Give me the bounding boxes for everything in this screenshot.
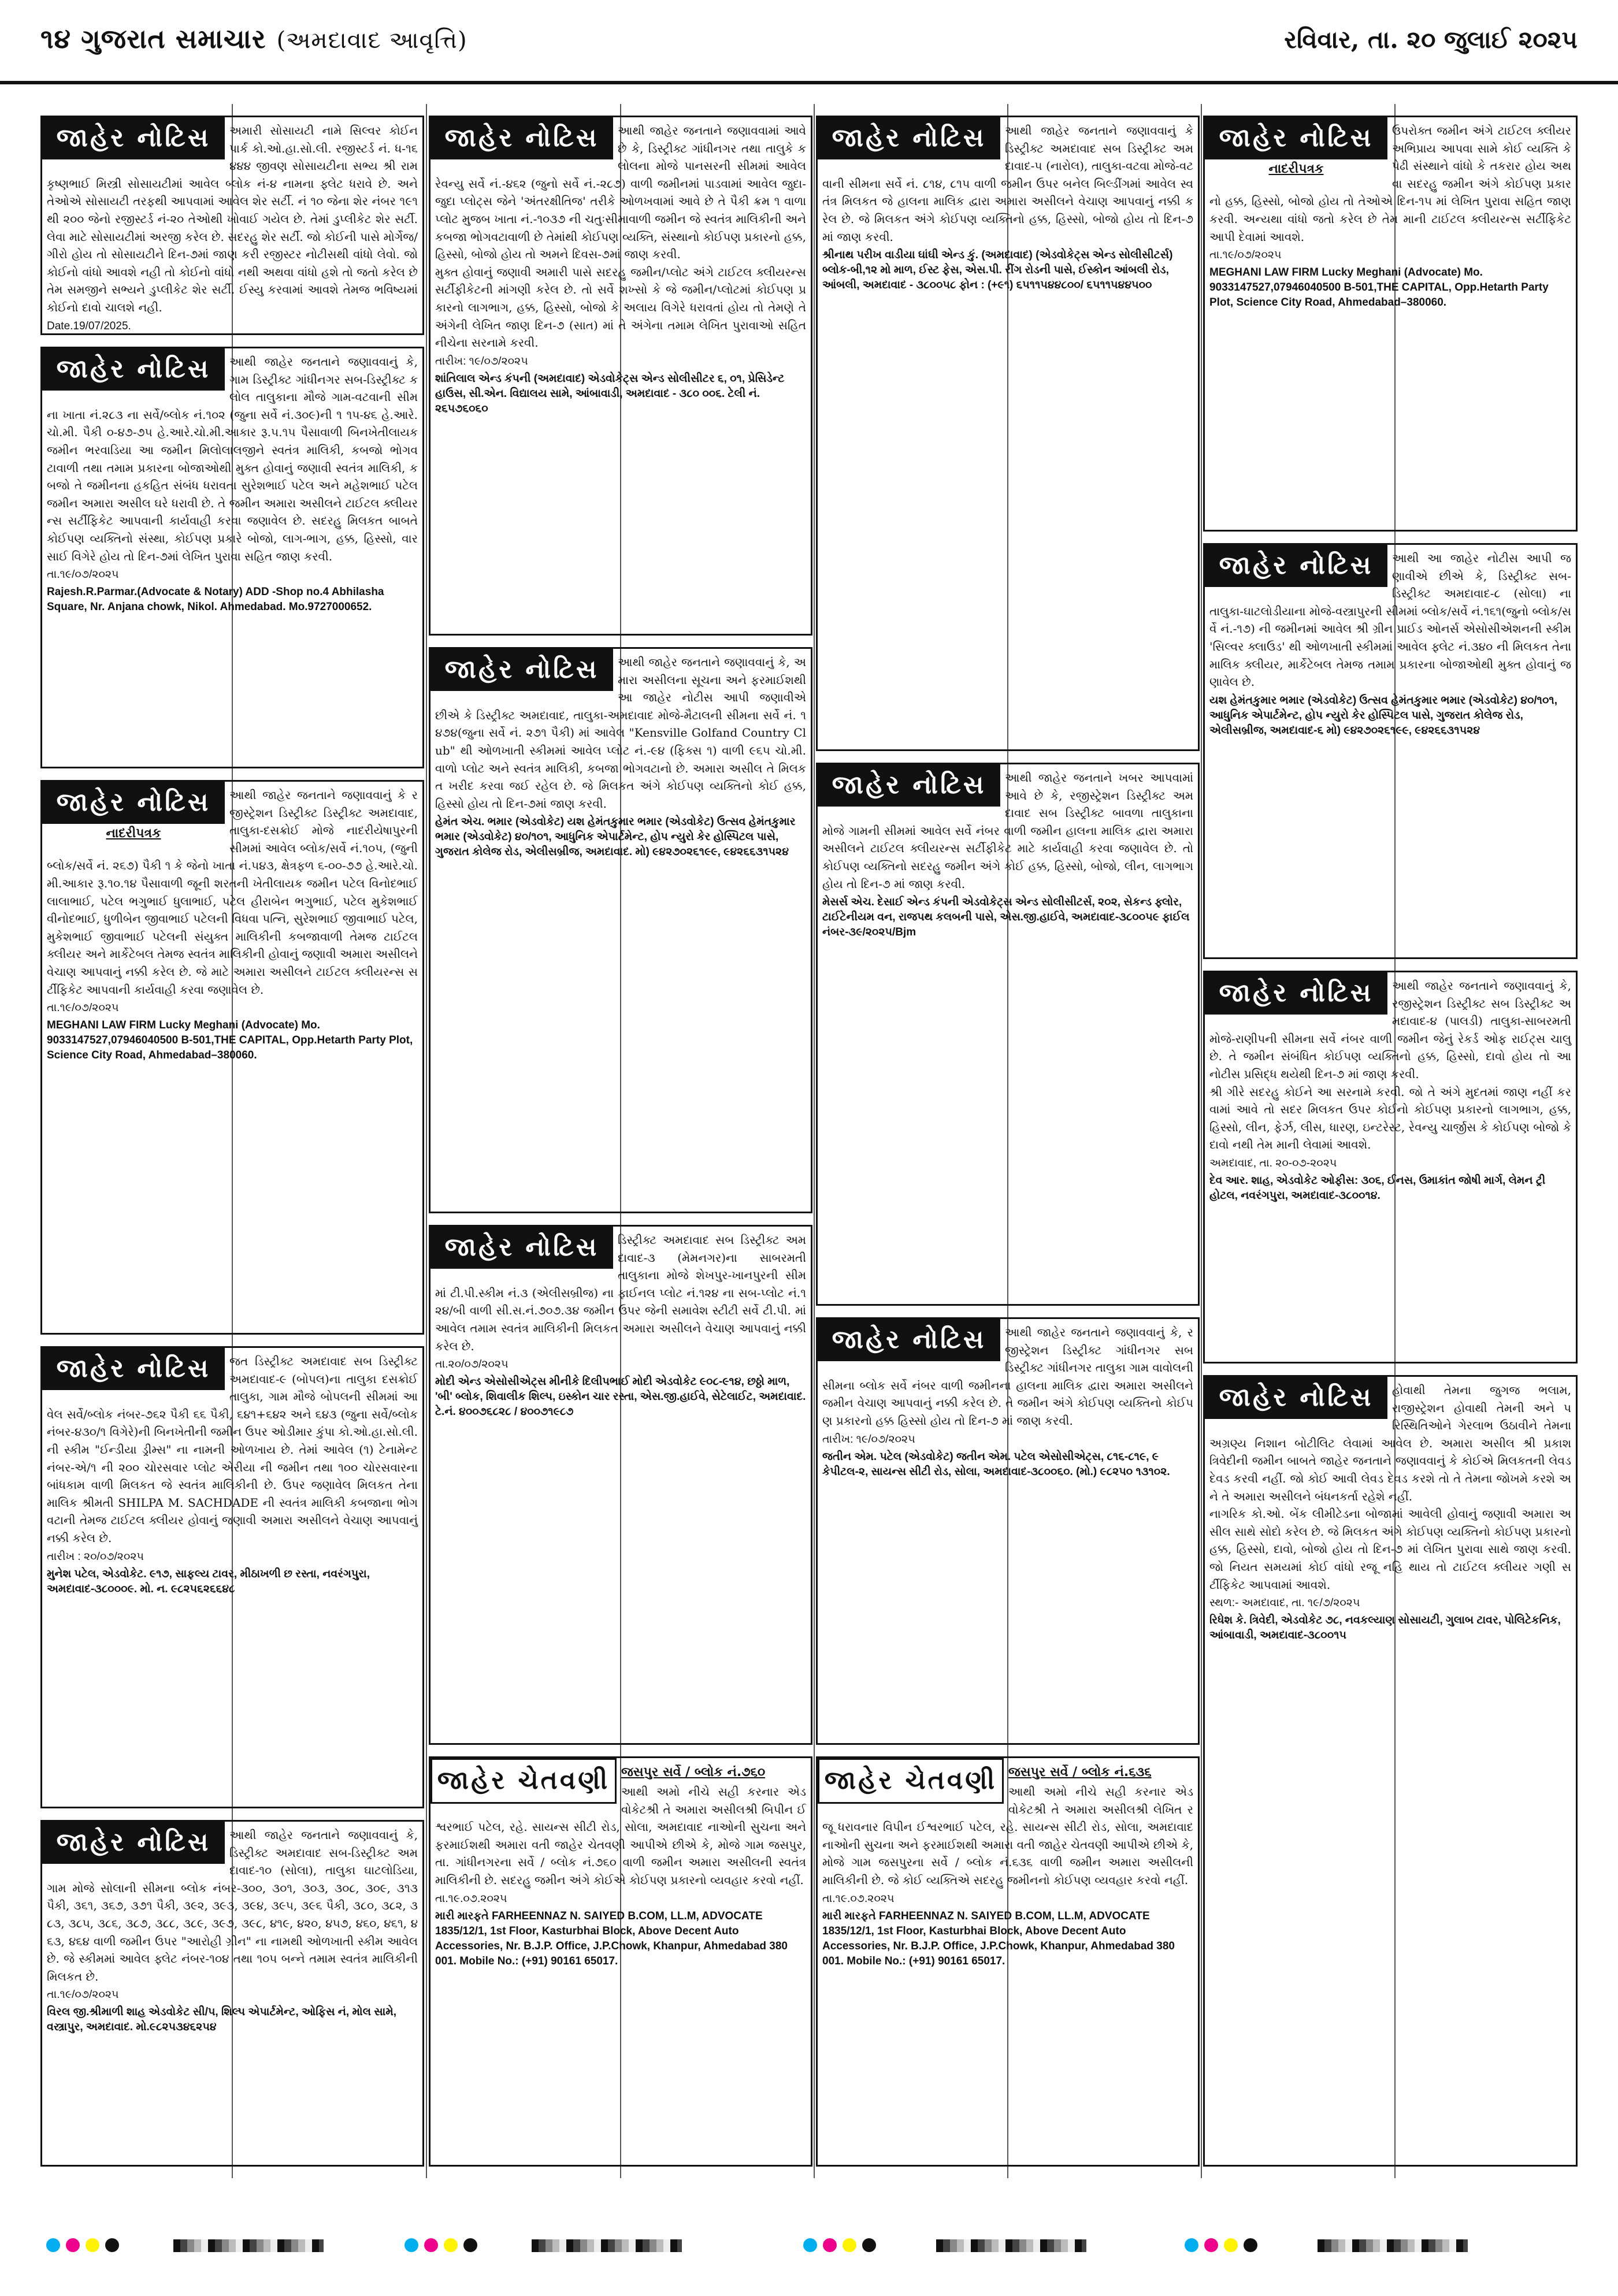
notice-subheading: નાદરીપત્રક [106, 826, 161, 841]
magenta-dot [66, 2238, 80, 2252]
notice-signature: મોદી એન્ડ એસોસીએટ્સ મીનીકે દિલીપભાઈ મોદી એડવોકેટ ૯૦૮-૯૧૪, છઠ્ઠો માળ, 'બી' બ્લોક, શિવાલીક શિલ્પ, ઇસ્કોન ચાર રસ્તા, એસ.જી.હાઈવે, સેટેલાઈટ, અમદાવાદ. ટે.નં. ૪૦૦૭૬૮૨૮ / ૪૦૦૭૧૯૮૭ [435, 1376, 806, 1418]
notice-body: જત ડિસ્ટ્રીક્ટ અમદાવાદ સબ ડિસ્ટ્રીક્ટ અમદાવાદ-૯ (બોપલ)ના તાલુકા દસક્રોઈ તાલુકા, ગામ મૌજે બોપલની સીમમાં આવેલ સર્વે/બ્લોક નંબર-૭૬૨ પૈકી ૬૬ પૈકી, ૬૪૧+૬૪૨ અને ૬૪૩ (જુના સર્વે/બ્લોક નંબર-૪૩૦/૧ વિગેરે)ની બિનખેતીની જમીન ઉપર ઓડીમાર કુંપા કો.ઓ.હા.સો.લી. ની સ્કીમ "ઈન્ડીયા ડ્રીમ્સ" ના નામની ઓળખાય છે. તેમાં આવેલ (૧) ટેનામેન્ટ નંબર-એ/૧ ની ૨૦૦ ચોરસવાર પ્લોટ એરીયા ની જમીન તથા ૧૦૦ ચોરસવારના બાંધકામ વાળી મિલકત જે સ્વતંત્ર માલિકીની છે. ઉપર જણાવેલ મિલકત તેના માલિક શ્રીમતી SHILPA M. SACHDADE ની સ્વતંત્ર માલિકી કબજાના ભોગવટાની તેમજ ટાઈટલ ક્લીયર હોવાનું જણાવી અમારા અસીલને વેચાણ આપવાનું નક્કી કરેલ છે. [47, 1354, 418, 1545]
black-dot [463, 2238, 477, 2252]
warning-subheading: જસપુર સર્વે / બ્લોક નં.૬૩૬ [1008, 1765, 1152, 1779]
public-notice [40, 1820, 424, 2167]
warning-body: આથી અમો નીચે સહી કરનાર એડવોકેટશ્રી તે અમારા અસીલશ્રી બિપીન ઈશ્વરભાઈ પટેલ, રહે. સાયન્સ સીટી રોડ, સોલા, અમદાવાદ નાઓની સુચના અને ફરમાઈશથી અમારા વતી જાહેર ચેતવણી આપીએ છીએ કે, મોજે ગામ જસપુર, તા. ગાંધીનગરના સર્વે / બ્લોક નં.૭૬૦ વાળી જમીન અમારા અસીલની સ્વતંત્ર માલિકીની છે. સદરહુ જમીન અંગે કોઈએ કોઈપણ પ્રકારનો વ્યવહાર કરવો નહીં. [435, 1785, 806, 1887]
public-notice [429, 116, 812, 636]
notice-heading: જાહેર નોટિસ [1205, 545, 1387, 587]
notice-signature: MEGHANI LAW FIRM Lucky Meghani (Advocate) Mo. 9033147527,07946040500 B-501,THE CAPITAL, Opp.Hetarth Party Plot, Science City Road, Ahmedabad–380060. [47, 1019, 413, 1062]
notice-body: આથી જાહેર જનતાને જણાવવાનું કે, ગામ ડિસ્ટ્રીક્ટ ગાંધીનગર સબ-ડિસ્ટ્રીક્ટ કલોલ તાલુકાના મૌજે ગામ-વટવાની સીમના ખાતા નં.૨૮૩ ના સર્વે/બ્લોક નં.૧૦૨ (જુના સર્વે નં.૩૦૯)ની ૧ ૧૫-૪૬ હે.આરે.ચો.મી. પૈકી ૦-૪૭-૭૫ હે.આરે.ચો.મી.આકાર રૂ.૫.૧૫ પૈસાવાળી બિનખેતીલાયક જમીન ભરવાડિયા આ જમીન મિલોલાલજીને સ્વતંત્ર માલિકી, કબજો ભોગવટાવાળી તથા તમામ પ્રકારના બોજાઓથી મુક્ત હોવાનું જણાવી સ્વતંત્ર માલિકી, કબજો તે જમીનના હકહિત સંબંધ ધરાવતા સુરેશભાઈ પટેલ અને મહેશભાઈ પટેલ જમીન અમારા અસીલ ઘરે ધરાવી છે. તે જમીન અમારા અસીલને ટાઈટલ ક્લીયરન્સ સર્ટીફિકેટ આપવાની કાર્યવાહી કરવા જણાવેલ છે. સદરહુ મિલકત બાબતે કોઈપણ વ્યક્તિનો સંસ્થા, કોઈપણ પ્રકારે બોજો, લાગ-ભાગ, હક્ક, હિસ્સો, વારસાઈ વિગેરે હોય તો દિન-૭માં લેખિત પુરાવા સહિત જાણ કરવી. [47, 355, 418, 563]
public-notice [429, 647, 812, 1213]
warning-subheading: જસપુર સર્વે / બ્લોક નં.૭૬૦ [621, 1765, 766, 1779]
notice-heading: જાહેર નોટિસ [431, 117, 613, 159]
notice-heading: જાહેર નોટિસ [42, 1348, 225, 1390]
public-notice [816, 1317, 1200, 1745]
notice-signature: MEGHANI LAW FIRM Lucky Meghani (Advocate) Mo. 9033147527,07946040500 B-501,THE CAPITAL, Opp.Hetarth Party Plot, Science City Road, Ahmedabad–380060. [1209, 266, 1549, 309]
gray-scale-bar [173, 2239, 324, 2252]
notice-date: અમદાવાદ, તા. ૨૦-૦૭-૨૦૨૫ [1209, 1157, 1337, 1169]
warning-date: તા.૧૯.૦૭.૨૦૨૫ [822, 1892, 895, 1905]
public-notice [40, 1346, 424, 1808]
column-rule [426, 104, 427, 2178]
notice-heading: જાહેર નોટિસ [1205, 1377, 1387, 1419]
edition-label: (અમદાવાદ આવૃત્તિ) [276, 27, 467, 54]
notice-date: તા.૧૯/૦૭/૨૦૨૫ [1209, 249, 1282, 262]
notice-signature: મુનેશ પટેલ, એડવોકેટ. ૯૧૭, સાફલ્ય ટાવર, મીઠાખળી છ રસ્તા, નવરંગપુરા, અમદાવાદ-૩૮૦૦૦૯. મો. ન. ૯૮૨૫૬૨૬૬૪૮ [47, 1567, 370, 1595]
column-rule [814, 104, 815, 2178]
public-warning [429, 1756, 812, 2167]
public-notice [816, 763, 1200, 1306]
notice-heading: જાહેર નોટિસ [818, 117, 1000, 159]
notice-heading: જાહેર નોટિસ [42, 1822, 225, 1864]
notice-body-continued: શ્રી ગીરે સદરહુ કોઈને આ સરનામે કરવી. જો તે અંગે મુદતમાં જાણ નહીં કરવામાં આવે તો સદર મિલકત ઉપર કોઈનો કોઈપણ પ્રકારનો લાગભાગ, હક્ક, હિસ્સો, લીન, ફેર્ઝ, લીસ, ધારણ, ઇન્ટરેસ્ટ, રેવન્યુ ચાર્જીસ કે કોઈપણ બોજો કે દાવો નથી તેમ માની લેવામાં આવશે. [1209, 1084, 1571, 1152]
page-title: ૧૪ ગુજરાત સમાચાર [40, 23, 266, 54]
gray-scale-bar [936, 2239, 1086, 2252]
print-registration-footer [0, 2230, 1618, 2296]
notice-date: તા.૧૯/૦૭/૨૦૨૫ [47, 569, 119, 581]
notice-heading: જાહેર નોટિસ [42, 782, 225, 824]
notice-subheading: નાદરીપત્રક [1268, 162, 1324, 176]
color-registration-dots [1185, 2238, 1257, 2252]
public-notice [1203, 971, 1578, 1364]
black-dot [105, 2238, 119, 2252]
warning-heading: જાહેર ચેતવણી [431, 1758, 617, 1804]
black-dot [1244, 2238, 1257, 2252]
public-notice [816, 116, 1200, 751]
notice-signature: દેવ આર. શાહ, એડવોકેટ ઓફીસ: ૩૦૬, ઈનસ, ઉમાકાંત જોષી માર્ગ, લેમન ટ્રી હોટલ, નવરંગપુરા, અમદાવાદ-૩૮૦૦૧૪. [1209, 1174, 1546, 1202]
gray-scale-bar [532, 2239, 682, 2252]
issue-date: રવિવાર, તા. ૨૦ જુલાઈ ૨૦૨૫ [1284, 25, 1578, 54]
notice-body: આથી જાહેર જનતાને જણાવવાનું કે, ડિસ્ટ્રીક્ટ અમદાવાદ સબ-ડિસ્ટ્રીક્ટ અમદાવાદ-૧૦ (સોલા), તાલુકા ઘાટલોડિયા, ગામ મોજે સોલાની સીમના બ્લોક નંબર-૩૦૦, ૩૦૧, ૩૦૩, ૩૦૮, ૩૦૯, ૩૧૩ પૈકી, ૩૬૧, ૩૬૭, ૩૭૧ પૈકી, ૩૯૨, ૩૯૩, ૩૯૪, ૩૯૫, ૩૯૬ પૈકી, ૩૮૦, ૩૮૨, ૩૮૩, ૩૮૫, ૩૮૬, ૩૮૭, ૩૮૮, ૩૮૯, ૩૯૭, ૩૯૮, ૪૧૯, ૪૨૦, ૪૫૭, ૪૬૦, ૪૬૧, ૪૬૩, ૪૬૪ વાળી જમીન ઉપર "આરોહી ગ્રીન" ના નામથી ઓળખાતી સ્કીમ આવેલ છે. જે સ્કીમમાં આવેલ ફ્લેટ નંબર-૧૦૪ તથા ૧૦૫ બન્ને તમામ સ્વતંત્ર માલિકીની મિલકત છે. [47, 1828, 418, 1983]
public-notice [1203, 543, 1578, 959]
warning-heading: જાહેર ચેતવણી [818, 1758, 1004, 1804]
cyan-dot [46, 2238, 60, 2252]
warning-signature: મારી મારફતે FARHEENNAZ N. SAIYED B.COM, LL.M, ADVOCATE 1835/12/1, 1st Floor, Kasturbhai Block, Above Decent Auto Accessories, Nr. B.J.P. Office, J.P.Chowk, Khanpur, Ahmedabad 380 001. Mobile No.: (+91) 90161 65017. [435, 1909, 788, 1967]
black-dot [862, 2238, 876, 2252]
notice-signature: શ્રીનાથ પરીખ વાડીયા ઘાંઘી એન્ડ કું. (અમદાવાદ) (એડવોકેટ્સ એન્ડ સોલીસીટર્સ) બ્લોક-બી,૧૨ મો માળ, ઈસ્ટ ફેસ, એસ.પી. રીંગ રોડની પાસે, ઈસ્કોન આંબલી રોડ, આંબલી, અમદાવાદ - ૩૮૦૦૫૮ ફોન : (+૯૧) ૬૫૧૧૫૪૪૮૦૦/ ૬૫૧૧૫૪૪૫૦૦ [822, 249, 1173, 292]
notice-signature: શાંતિલાલ એન્ડ કંપની (અમદાવાદ) એડવોકેટ્સ એન્ડ સોલીસીટર ૬, ૦૧, પ્રેસિડેન્ટ હાઉસ, સી.એન. વિદ્યાલય સામે, આંબાવાડી, અમદાવાદ - ૩૮૦ ૦૦૬. ટેલી નં. ૨૬૫૭૬૦૬૦ [435, 372, 785, 415]
notice-signature: Rajesh.R.Parmar.(Advocate & Notary) ADD -Shop no.4 Abhilasha Square, Nr. Anjana chowk, Nikol. Ahmedabad. Mo.9727000652. [47, 586, 384, 614]
notice-date: તા.૧૯/૦૭/૨૦૨૫ [47, 1002, 119, 1015]
notice-heading: જાહેર નોટિસ [1205, 117, 1387, 159]
yellow-dot [843, 2238, 856, 2252]
cyan-dot [1185, 2238, 1198, 2252]
notice-signature: જતીન એમ. પટેલ (એડવોકેટ) જતીન એમ. પટેલ એસોસીએટ્સ, ૮૧૬-૮૧૯, ૯ કેપીટલ-૨, સાયન્સ સીટી રોડ, સોલા, અમદાવાદ-૩૮૦૦૬૦. (મો.) ૯૮૨૫૦ ૧૩૧૦૨. [822, 1450, 1170, 1478]
notice-signature: હેમંત એચ. ભમાર (એડવોકેટ) યશ હેમંતકુમાર ભમાર (એડવોકેટ) ઉત્સવ હેમંતકુમાર ભમાર (એડવોકેટ) ૪૦/૧૦૧, આધુનિક એપાર્ટમેન્ટ, હોપ ન્યુરો કેર હોસ્પિટલ પાસે, ગુજરાત કોલેજ રોડ, એલીસબ્રીજ, અમદાવાદ. મો) ૯૪૨૭૦૨૬૧૯૯, ૯૪૨૬૬૩૧૫૨૪ [435, 816, 796, 859]
notice-body: આથી જાહેર જનતાને જણાવવાનું કે રજીસ્ટ્રેશન ડિસ્ટ્રીક્ટ ડિસ્ટ્રીક્ટ અમદાવાદ, તાલુકા-દસક્રોઈ મોજે નાદરીયેષાપુરની સીમમાં આવેલ બ્લોક/સર્વે નં.૧૦૫, (જુની બ્લોક/સર્વે નં. ૨૬૭) પૈકી ૧ કે જેનો ખાતા નં.૫૪૩, ક્ષેત્રફળ ૬-૦૦-૭૭ હે.આરે.ચો.મી.આકાર રૂ.૧૦.૧૪ પૈસાવાળી જૂની શરતની ખેતીલાયક જમીન પટેલ વિનોદભાઈ લાલાભાઈ, પટેલ ભગુભાઈ ધુલાભાઈ, પટેલ હીરાબેન ભગુભાઈ, પટેલ મુકેશભાઈ વીનોદભાઈ, ધુળીબેન જીવાભાઈ પટેલની વિધવા પત્નિ, સુરેશભાઈ જીવાભાઈ પટેલ, મુકેશભાઈ જીવાભાઈ પટેલની સંયુક્ત માલિકીની કબજાવાળી તેમજ ટાઈટલ ક્લીયર અને માર્કેટેબલ તેમજ સ્વતંત્ર માલિકીની હોવાનું જણાવી અમારા અસીલને વેચાણ આપવાનું નક્કી કરેલ છે. જે માટે અમારા અસીલને ટાઈટલ ક્લીયરન્સ સર્ટીફિકેટ આપવાની કાર્યવાહી કરવા જણાવેલ છે. [47, 788, 418, 997]
notice-signature: રિધેશ કે. ત્રિવેદી, એડવોકેટ ૭૮, નવકલ્યાણ સોસાયટી, ગુલાબ ટાવર, પોલિટેકનિક, આંબાવાડી, અમદાવાદ-૩૮૦૦૧૫ [1209, 1614, 1561, 1642]
public-notice [40, 780, 424, 1335]
notice-heading: જાહેર નોટિસ [431, 649, 613, 691]
notice-body: આથી જાહેર જનતાને જણાવવામાં આવે છે કે, ડિસ્ટ્રીક્ટ ગાંધીનગર તથા તાલુકે કલોલના મોજે પાનસરની સીમમાં આવેલ રેવન્યુ સર્વે નં.-૪૬૨ (જુનો સર્વે નં.-૨૮૭) વાળી જમીનમાં પાડવામાં આવેલ જુદા-જુદા પ્લોટ્સ જેને 'અંતરક્ષીતિજ' તરીકે ઓળખવામાં આવે છે તે પૈકી ક્રમ ૧ વાળા પ્લોટ મુજબ ખાતા નં.-૧૦૩૭ ની ચતુઃસીમાવાળી જમીન જે સ્વતંત્ર માલિકીની અને કબજા ભોગવટાવાળી છે તેમાંથી કોઈપણ વ્યક્તિ, સંસ્થાનો કોઈપણ પ્રકારનો હક્ક, હિસ્સો, બોજો હોય તો અમને દિવસ-૭માં જાણ કરવી. [435, 124, 806, 262]
notice-body: આથી જાહેર જનતાને ખબર આપવામાં આવે છે કે, રજીસ્ટ્રેશન ડિસ્ટ્રીક્ટ અમદાવાદ સબ ડિસ્ટ્રીક્ટ બાવળા તાલુકાના મોજે ગામની સીમમાં આવેલ સર્વે નંબર વાળી જમીન હાલના માલિક દ્વારા અમારા અસીલને ટાઈટલ ક્લીયરન્સ સર્ટીફીકેટ માટે કાર્યવાહી કરવા જણાવેલ છે. તો કોઈપણ વ્યક્તિનો સદરહુ જમીન અંગે કોઈ હક્ક, હિસ્સો, બોજો, લીન, લાગભાગ હોય તો દિન-૭ માં જાણ કરવી. [822, 771, 1193, 891]
notice-date: તા.૨૦/૦૭/૨૦૨૫ [435, 1358, 509, 1371]
notice-date: તા.૧૯/૦૭/૨૦૨૫ [47, 1989, 119, 2001]
color-registration-dots [404, 2238, 477, 2252]
notice-body-continued: મુક્ત હોવાનું જણાવી અમારી પાસે સદરહુ જમીન/પ્લોટ અંગે ટાઈટલ ક્લીયરન્સ સર્ટીફીકેટની માંગણી કરેલ છે. તો સર્વે શખ્સો કે જે જમીન/પ્લોટમાં કોઈપણ પ્રકારનો લાગભાગ, હક્ક, હિસ્સો, બોજો કે અલાય વિગેરે ધરાવતાં હોય તો તેમણે તે અંગેની લેખિત જાણ દિન-૭ (સાત) માં તે અંગેના તમામ લેખિત પુરાવાઓ સહિત નીચેના સરનામે કરવી. [435, 265, 806, 350]
notice-signature: વિરલ જી.શ્રીમાળી શાહ એડવોકેટ સી/૫, શિલ્પ એપાર્ટમેન્ટ, ઓફિસ નં, મોલ સામે, વસ્ત્રાપુર, અમદાવાદ. મો.૯૮૨૫૩૪૬૨૫૪ [47, 2006, 397, 2034]
magenta-dot [823, 2238, 837, 2252]
notice-heading: જાહેર નોટિસ [42, 348, 225, 391]
notice-date: Date.19/07/2025. [47, 319, 131, 332]
cyan-dot [803, 2238, 817, 2252]
notice-body: આથી જાહેર જનતાને જણાવવાનું કે ડિસ્ટ્રીક્ટ અમદાવાદ સબ ડિસ્ટ્રીક્ટ અમદાવાદ-૫ (નારોલ), તાલુકા-વટવા મોજે-વટવાની સીમના સર્વે નં. ૮૧૪, ૮૧૫ વાળી જમીન ઉપર બનેલ બિલ્ડીંગમાં આવેલ સ્વતંત્ર મિલકત જે હાલના માલિક દ્વારા અમારા અસીલને વેચાણ આપવાનું નક્કી કરેલ છે. જે મિલકત અંગે કોઈપણ વ્યક્તિનો હક્ક, હિસ્સો, બોજો હોય તો દિન-૭ માં જાણ કરવી. [822, 124, 1193, 244]
yellow-dot [444, 2238, 458, 2252]
page-header [0, 0, 1618, 84]
notice-body: આથી જાહેર જનતાને જણાવવાનું કે, રજીસ્ટ્રેશન ડિસ્ટ્રીક્ટ સબ ડિસ્ટ્રીક્ટ અમદાવાદ-૪ (પાલડી) તાલુકા-સાબરમતી મોજે-રાણીપની સીમના સર્વે નંબર વાળી જમીન જેનું રેકર્ડ ઓફ રાઈટ્સ ચાલુ છે. તે જમીન સંબંધિત કોઈપણ વ્યક્તિનો હક્ક, હિસ્સો, દાવો હોય તો આ નોટીસ પ્રસિદ્ધ થયેથી દિન-૭ માં જાણ કરવી. [1209, 979, 1571, 1081]
notice-body-continued: નાગરિક કો.ઓ. બેંક લીમીટેડના બોજામાં આવેલી હોવાનું જણાવી અમારા અસીલ સાથે સોદો કરેલ છે. જે મિલકત અંગે કોઈપણ વ્યક્તિનો કોઈપણ પ્રકારનો હક્ક, હિસ્સો, દાવો, બોજો હોય તો દિન-૭ માં લેખિત પુરાવા સાથે જાણ કરવી. જો નિયત સમયમાં કોઈ વાંધો રજૂ નહિ થાય તો ટાઈટલ ક્લીયર ગણી સર્ટીફિકેટ આપવામાં આવશે. [1209, 1507, 1571, 1592]
notice-heading: જાહેર નોટિસ [42, 117, 225, 159]
color-registration-dots [46, 2238, 119, 2252]
notice-date: સ્થળ:- અમદાવાદ, તા. ૧૯/૭/૨૦૨૫ [1209, 1597, 1360, 1610]
notice-body: અમારી સોસાયટી નામે સિલ્વર કોઈન પાર્ક કો.ઓ.હા.સો.લી. રજીસ્ટર્ડ નં. ધ-૧૬૪૪૪ જીવણ સોસાયટીના સભ્ય શ્રી રામકૃષ્ણભાઈ મિસ્ત્રી સોસાયટીમાં આવેલ બ્લોક નં-૪ નામના ફ્લેટ ધરાવે છે. અને તેઓએ સોસાયટી તરફથી આપવામાં આવેલ શેર સર્ટી. નં ૧૦ જેના શેર નંબર ૧૯૧ થી ૨૦૦ જેનો રજીસ્ટર્ડ નં-૨૦ તેઓથી ખોવાઈ ગયેલ છે. તેમાં ડુપ્લીકેટ શેર સર્ટી. લેવા માટે સોસાયટીમાં અરજી કરેલ છે. સદરહુ શેર સર્ટી. જો કોઈની પાસે મોર્ગેજ/ગીરો હોય તો સોસાયટીને દિન-૭માં જાણ કરી રજીસ્ટર નોટીસથી વાંધો લેવો. જો કોઈનો વાંધો આવશે નહી તો કોઈનો વાંધો નથી અથવા વાંધો હશે તો જતો કરેલ છે તેમ સમજીને સભ્યને ડુપ્લીકેટ શેર સર્ટી. ઈસ્યુ કરવામાં આવશે તેમજ ભવિષ્યમાં કોઈનો દાવો ચાલશે નહી. [47, 124, 418, 314]
public-notice [40, 116, 424, 335]
notice-heading-group [1205, 117, 1387, 180]
notice-heading: જાહેર નોટિસ [431, 1227, 613, 1269]
notice-body: ડિસ્ટ્રીક્ટ અમદાવાદ સબ ડિસ્ટ્રીક્ટ અમદાવાદ-૩ (મેમનગર)ના સાબરમતી તાલુકાના મોજે શેખપુર-ખાનપુરની સીમમાં ટી.પી.સ્કીમ નં.૩ (એલીસબ્રીજ) ના ફાઈનલ પ્લોટ નં.૧૨૪ ના સબ-પ્લોટ નં.૧૨૪/બી વાળી સી.સ.નં.૭૦૭.૩૪ જમીન ઉપર જેની સમાવેશ સ્ટીટી સર્વે ટી.પી. માં આવેલ તમામ સ્વતંત્ર માલિકીની મિલકત અમારા અસીલને વેચાણ આપવાનું નક્કી કરેલ છે. [435, 1233, 806, 1353]
notice-date: તારીખ: ૧૯/૦૭/૨૦૨૫ [822, 1433, 915, 1446]
gray-scale-bar [1318, 2239, 1468, 2252]
notice-heading: જાહેર નોટિસ [818, 764, 1000, 807]
public-notice [429, 1225, 812, 1745]
notice-heading: જાહેર નોટિસ [1205, 972, 1387, 1015]
notice-body: આથી જાહેર જનતાને જણાવવાનું કે, રજીસ્ટ્રેશન ડિસ્ટ્રીક્ટ ગાંધીનગર સબ ડિસ્ટ્રીક્ટ ગાંધીનગર તાલુકા ગામ વાવોલની સીમના બ્લોક સર્વે નંબર વાળી જમીનના હાલના માલિક દ્વારા અમારા અસીલને જમીન વેચાણ આપવાનું નક્કી કરેલ છે. તે જમીન અંગે કોઈપણ વ્યક્તિનો કોઈપણ પ્રકારનો હક્ક હિસ્સો હોય તો દિન-૭ માં જાણ કરવી. [822, 1325, 1193, 1428]
warning-signature: મારી મારફતે FARHEENNAZ N. SAIYED B.COM, LL.M, ADVOCATE 1835/12/1, 1st Floor, Kasturbhai Block, Above Decent Auto Accessories, Nr. B.J.P. Office, J.P.Chowk, Khanpur, Ahmedabad 380 001. Mobile No.: (+91) 90161 65017. [822, 1909, 1175, 1967]
public-notice [1203, 116, 1578, 532]
magenta-dot [1204, 2238, 1218, 2252]
newspaper-title [40, 23, 467, 55]
column-rule [1201, 104, 1202, 2178]
notice-signature: યશ હેમંતકુમાર ભમાર (એડવોકેટ) ઉત્સવ હેમંતકુમાર ભમાર (એડવોકેટ) ૪૦/૧૦૧, આધુનિક એપાર્ટમેન્ટ, હોપ ન્યુરો કેર હોસ્પિટલ પાસે, ગુજરાત કોલેજ રોડ, એલીસબ્રીજ, અમદાવાદ-૬ મો) ૯૪૨૭૦૨૬૧૯૯, ૯૪૨૬૬૩૧૫૨૪ [1209, 694, 1558, 737]
notice-heading-group [42, 782, 225, 844]
yellow-dot [86, 2238, 99, 2252]
public-warning [816, 1756, 1200, 2167]
public-notice [1203, 1375, 1578, 2167]
notice-body: આથી જાહેર જનતાને જણાવવાનું કે, અમારા અસીલના સૂચના અને ફરમાઈશથી આ જાહેર નોટીસ આપી જણાવીએ છીએ કે ડિસ્ટ્રીક્ટ અમદાવાદ, તાલુકા-અમદાવાદ મોજે-મૈટાલની સીમના સર્વે નં. ૧૪૭૪(જુના સર્વે નં. ૨૭૧ પૈકી) માં આવેલ "Kensville Golfand Country Club" થી ઓળખાતી સ્કીમમાં આવેલ પ્લોટ નં.-૯૪ (ફિક્સ ૧) વાળી ૯૬૫ ચો.મી. વાળો પ્લોટ અને સ્વતંત્ર માલિકી, કબજા ભોગવટાનો છે. અમારા અસીલ તે મિલકત ખરીદ કરવા જઈ રહેલ છે. જે મિલકત અંગે કોઈપણ વ્યક્તિનો કોઈ હક્ક, હિસ્સો હોય તો દિન-૭માં જાણ કરવી. [435, 655, 806, 811]
notice-date: તારીખ: ૧૯/૦૭/૨૦૨૫ [435, 355, 528, 367]
notice-heading: જાહેર નોટિસ [818, 1319, 1000, 1361]
cyan-dot [404, 2238, 418, 2252]
notice-body: આથી આ જાહેર નોટીસ આપી જણાવીએ છીએ કે, ડિસ્ટ્રીક્ટ સબ-ડિસ્ટ્રીક્ટ અમદાવાદ-૮ (સોલા) ના તાલુકા-ઘાટલોડીયાના મોજે-વસ્ત્રાપુરની સીમમાં બ્લોક/સર્વે નં.૧૬૧(જુનો બ્લોક/સર્વે નં.-૧૭) ની જમીનમાં આવેલ શ્રી ગ્રીન પ્રાઈડ ઓનર્સ એસોસીએશનની સ્કીમ 'સિલ્વર ક્લાઉડ' થી ઓળખાતી સ્કીમમાં આવેલ ફ્લેટ નં.૩૪૦ ની મિલકત તેના માલિક ક્લીયર, માર્કેટેબલ તેમજ તમામ પ્રકારના બોજાઓથી મુક્ત હોવાનું જણાવેલ છે. [1209, 551, 1571, 689]
warning-date: તા.૧૯.૦૭.૨૦૨૫ [435, 1892, 507, 1905]
notice-signature: મેસર્સ એચ. દેસાઈ એન્ડ કંપની એડવોકેટ્સ એન્ડ સોલીસીટર્સ, ૨૦૨, સેકન્ડ ફ્લોર, ટાઈટેનીયમ વન, રાજપથ કલબની પાસે, એસ.જી.હાઈવે, અમદાવાદ-૩૮૦૦૫૯ ફાઈલ નંબર-૩૯/૨૦૨૫/Bjm [822, 896, 1190, 939]
public-notice [40, 347, 424, 768]
notice-date: તારીખ : ૨૦/૦૭/૨૦૨૫ [47, 1550, 144, 1563]
notice-body: હોવાથી તેમના જુગજ ભલામ, રાજીસ્ટ્રેશન હોવાથી તેમની અને પરિસ્થિતિઓને ગેરલાભ ઉઠાવીને તેમના અગ્રણ્ય નિશાન બોટીલિટ લેવામાં આવેલ છે. અમારા અસીલ શ્રી પ્રકાશ ત્રિવેદીની જમીન બાબતે જાહેર જનતાને જણાવવાનું કે કોઈએ મિલકતની લેવડ દેવડ કરવી નહીં. જો કોઈ આવી લેવડ દેવડ કરશે તો તે તેમના જોખમે કરશે અને તે અમારા અસીલને બંધનકર્તા રહેશે નહીં. [1209, 1383, 1571, 1503]
warning-body: આથી અમો નીચે સહી કરનાર એડવોકેટશ્રી તે અમારા અસીલશ્રી લેખિત રજૂ ધરાવનાર વિપીન ઈશ્વરભાઈ પટેલ, રહે. સાયન્સ સીટી રોડ, સોલા, અમદાવાદ નાઓની સુચના અને ફરમાઈશથી અમારા વતી જાહેર ચેતવણી આપીએ છીએ કે, મોજે ગામ જસપુરના સર્વે / બ્લોક નં.૬૩૬ વાળી જમીન અમારા અસીલની માલિકીની છે. જે કોઈ વ્યક્તિએ સદરહુ જમીનનો કોઈપણ વ્યવહાર કરવો નહીં. [822, 1785, 1193, 1887]
notice-body: ઉપરોક્ત જમીન અંગે ટાઈટલ ક્લીયર અભિપ્રાય આપવા સામે કોઈ વ્યક્તિ કે પેઢી સંસ્થાને વાંધો કે તકરાર હોય અથવા સદરહુ જમીન અંગે કોઈપણ પ્રકારનો હક્ક, હિસ્સો, બોજો હોય તો તેઓએ દિન-૧૫ માં લેખિત પુરાવા સહિત જાણ કરવી. અન્યથા વાંધો જતો કરેલ છે તેમ માની ટાઈટલ ક્લીયરન્સ સર્ટીફિકેટ આપી દેવામાં આવશે. [1209, 124, 1571, 244]
yellow-dot [1224, 2238, 1238, 2252]
color-registration-dots [803, 2238, 876, 2252]
magenta-dot [424, 2238, 438, 2252]
